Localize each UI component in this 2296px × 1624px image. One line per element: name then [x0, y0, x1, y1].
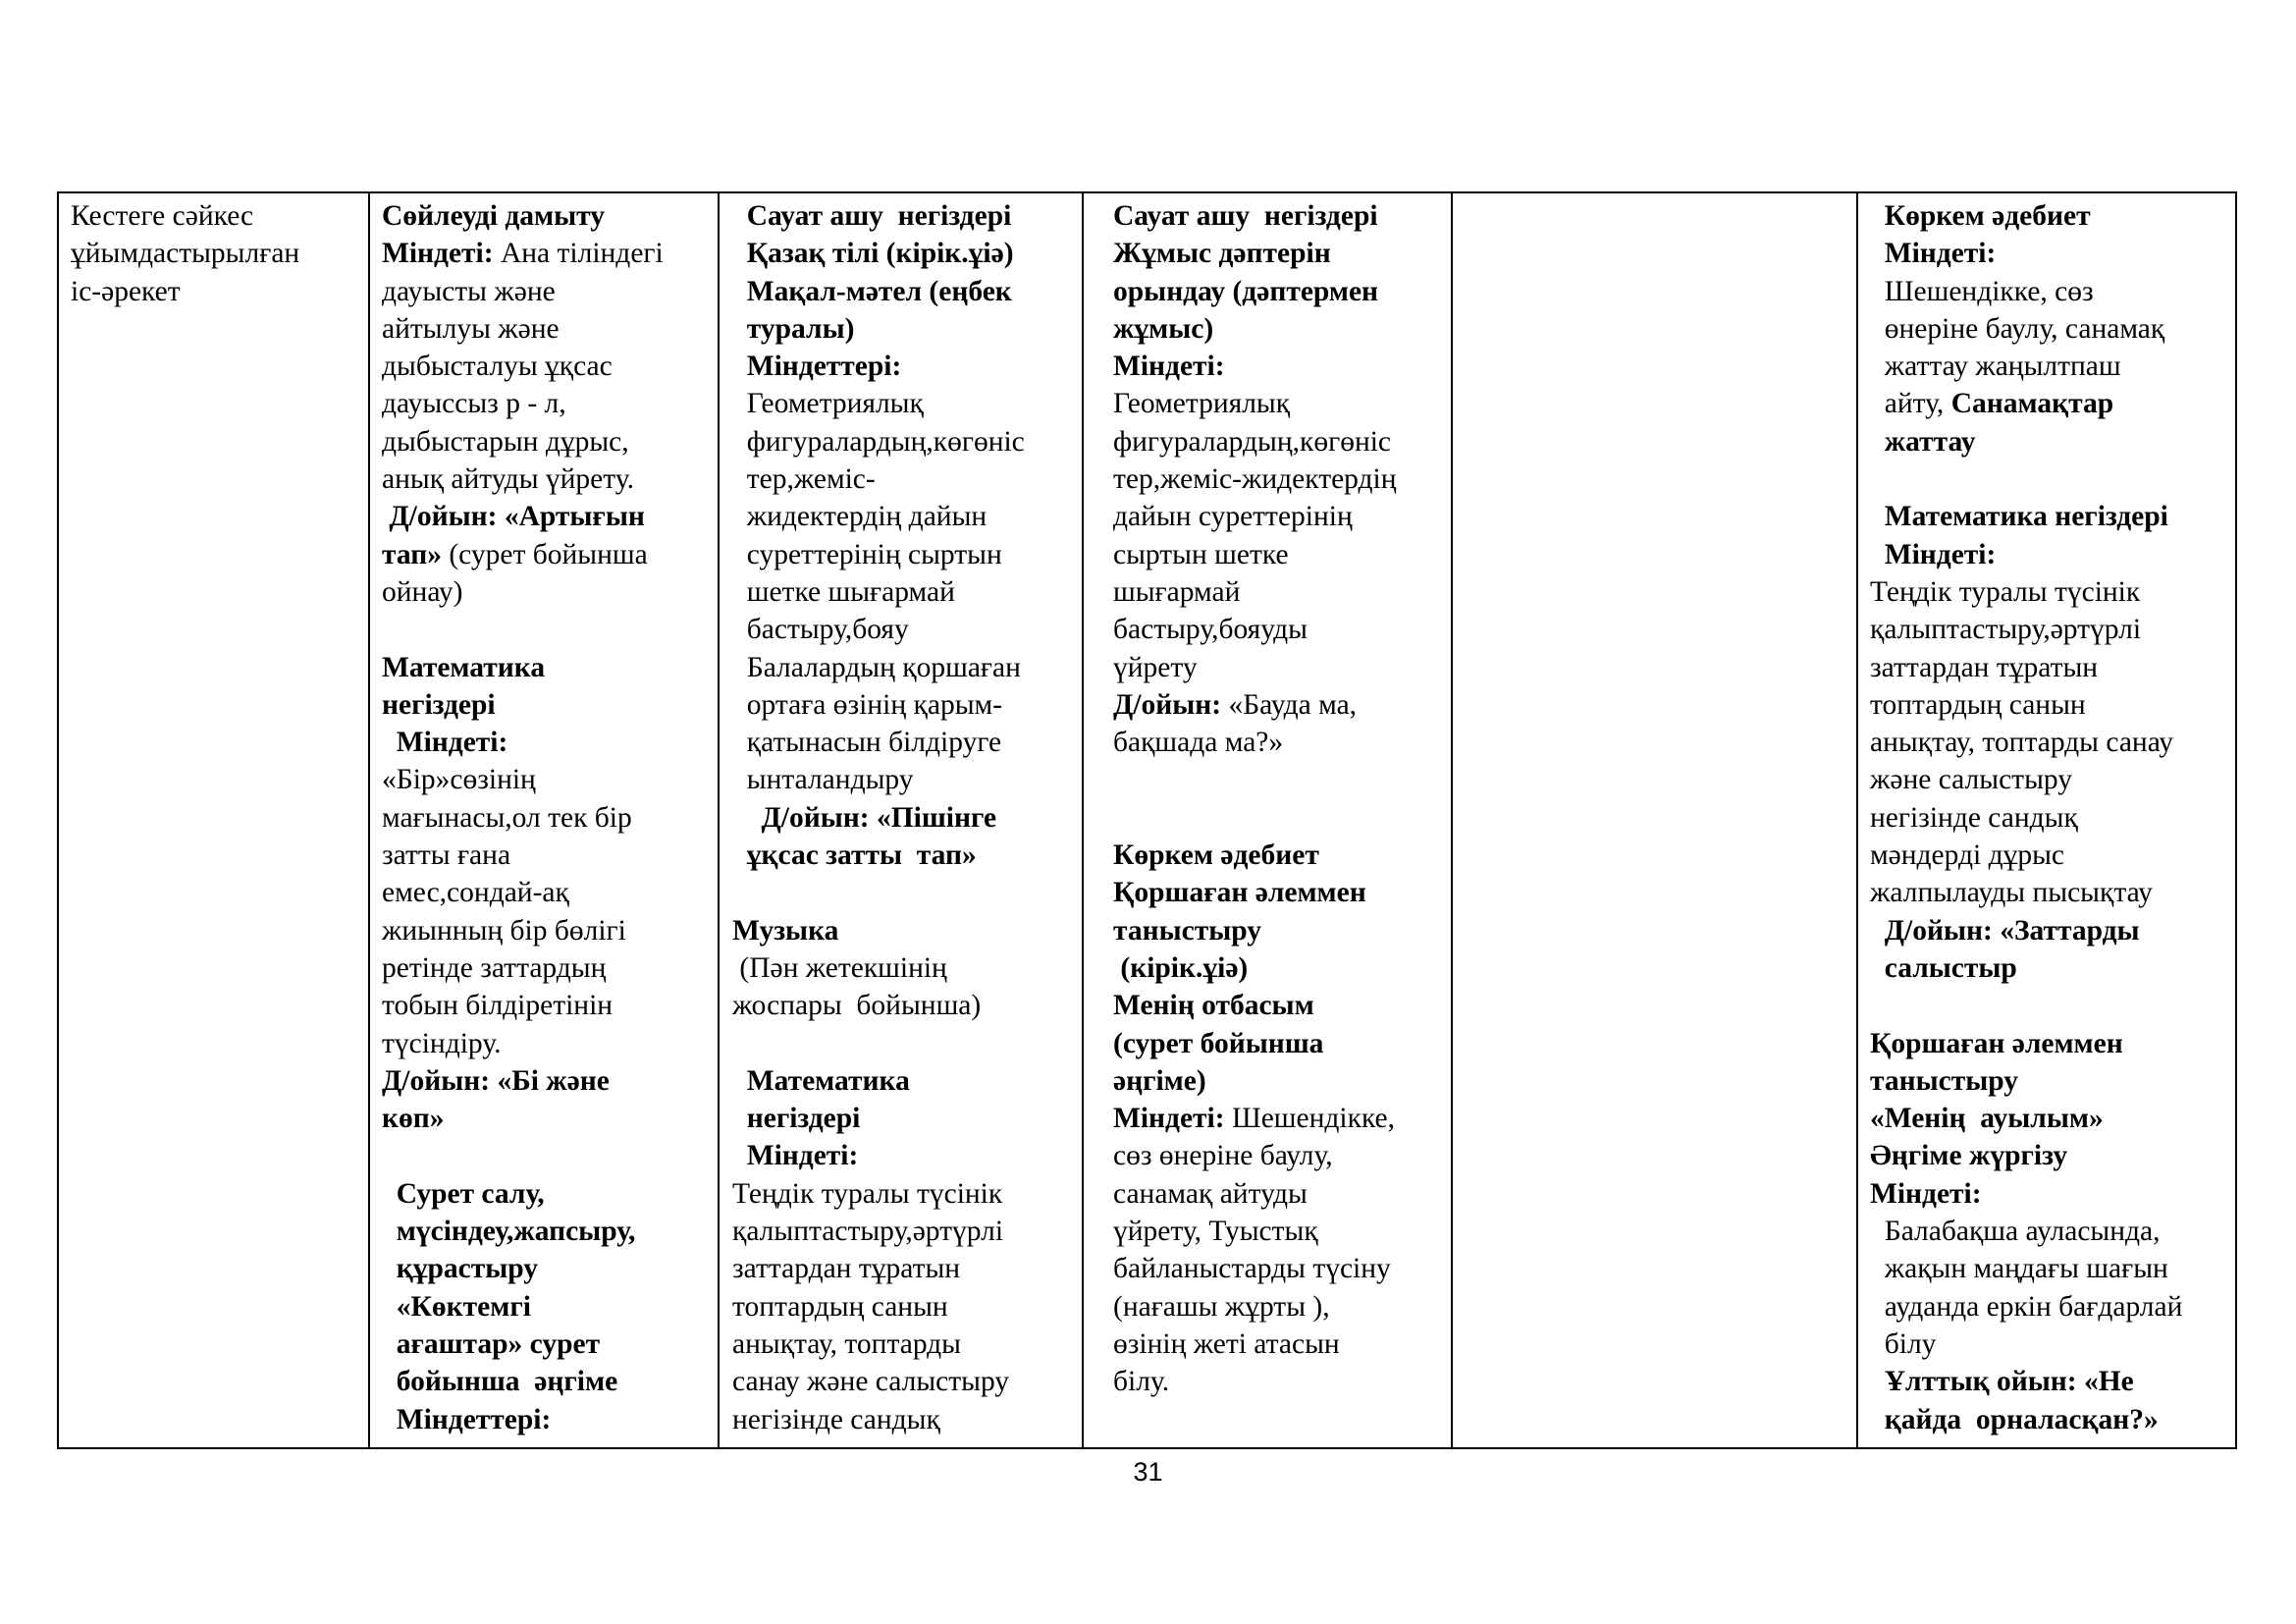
cell-line-text: дайын суреттерінің: [1113, 501, 1353, 533]
cell-line: [732, 837, 1025, 874]
cell-line-text: негізінде сандық: [732, 1403, 940, 1435]
cell-line-text: анық айтуды үйрету.: [382, 463, 634, 496]
cell-line: [732, 1062, 1025, 1100]
cell-line: [1870, 1288, 2182, 1326]
cell-spacer: [1113, 761, 1397, 798]
cell-line: [1113, 1025, 1397, 1062]
cell-line-bold: Міндеті:: [1870, 238, 1997, 270]
cell-line: [732, 273, 1025, 310]
cell-line-text: Геометриялық: [732, 388, 924, 420]
cell-line-text: шетке шығармай: [732, 575, 955, 608]
cell-line: [382, 724, 664, 761]
cell-line-text: айтылуы және: [382, 312, 560, 345]
cell-line-bold: Д/ойын: «Пішінге: [732, 801, 997, 834]
cell-line-text: жидектердің дайын: [732, 501, 988, 533]
cell-line-text: тер,жеміс-: [732, 463, 876, 496]
cell-line: [1870, 235, 2182, 272]
row-header-text: [71, 197, 299, 310]
cell-line: [1113, 649, 1397, 686]
cell-line-text: Теңдік туралы түсінік: [1870, 575, 2141, 608]
cell-line: [732, 724, 1025, 761]
cell-line-text: бастыру,бояуды: [1113, 614, 1308, 646]
cell-line: [1113, 310, 1397, 348]
cell-line-bold: жұмыс): [1113, 312, 1214, 345]
cell-line-bold: Сөйлеуді дамыту: [382, 200, 605, 232]
cell-line: [1113, 1062, 1397, 1100]
cell-line-bold: Көркем әдебиет: [1113, 839, 1319, 872]
cell-line-bold: туралы): [732, 312, 855, 345]
cell-line: [1113, 423, 1397, 460]
cell-line: [1113, 1363, 1397, 1400]
cell-line-text: тер,жеміс-жидектердің: [1113, 463, 1397, 496]
cell-line-bold: таныстыру: [1113, 914, 1262, 947]
cell-line: [732, 460, 1025, 498]
cell-line-text: Балалардың қоршаған: [732, 651, 1021, 683]
cell-line: [382, 536, 664, 573]
cell-line: [382, 949, 664, 987]
cell-line: [1870, 1100, 2182, 1137]
cell-line-text: үйрету, Туыстық: [1113, 1216, 1318, 1248]
cell-line: [1870, 1326, 2182, 1363]
cell-line-text: анықтау, топтарды санау: [1870, 727, 2174, 759]
cell-line: [1870, 536, 2182, 573]
row-header-cell: [59, 193, 370, 1447]
cell-spacer: [382, 611, 664, 648]
cell-line-text: білу.: [1113, 1366, 1170, 1398]
cell-line: [382, 987, 664, 1024]
cell-line-bold: Ұлттық ойын: «Не: [1870, 1366, 2134, 1398]
wednesday-cell: [1084, 193, 1453, 1447]
cell-line-bold: таныстыру: [1870, 1064, 2019, 1097]
cell-line-bold: Математика: [382, 651, 546, 683]
cell-line: [732, 912, 1025, 949]
cell-line-text: топтардың санын: [732, 1290, 948, 1323]
cell-line-bold: қайда орналасқан?»: [1870, 1403, 2159, 1435]
cell-line: [732, 1326, 1025, 1363]
cell-line: [1870, 310, 2182, 348]
cell-line: [1113, 573, 1397, 611]
cell-line: [1870, 197, 2182, 235]
cell-line-bold: Музыка: [732, 914, 839, 947]
cell-line-text: өнеріне баулу, санамақ: [1870, 312, 2165, 345]
cell-spacer: [732, 874, 1025, 911]
cell-line-text: Ана тіліндегі: [500, 238, 664, 270]
cell-line-bold: Қоршаған әлеммен: [1870, 1027, 2123, 1059]
cell-line: [382, 348, 664, 385]
cell-line-text: жақын маңдағы шағын: [1870, 1253, 2168, 1285]
cell-line-text: байланыстарды түсіну: [1113, 1253, 1391, 1285]
cell-line-bold: Санамақтар: [1950, 388, 2114, 420]
cell-line-bold: көп»: [382, 1103, 445, 1135]
cell-line-bold: (кірік.ұіә): [1113, 951, 1249, 984]
cell-line-text: ауданда еркін бағдарлай: [1870, 1290, 2183, 1323]
cell-line-bold: Міндеті:: [732, 1140, 859, 1172]
cell-line: [382, 1100, 664, 1137]
cell-line-bold: ағаштар» сурет: [382, 1327, 601, 1360]
page-number: 31: [1133, 1457, 1163, 1487]
cell-line: [1113, 197, 1397, 235]
cell-line: [1113, 273, 1397, 310]
cell-line: [1113, 1137, 1397, 1174]
cell-line-text: емес,сондай-ақ: [382, 877, 569, 909]
cell-line-text: қатынасын білдіруге: [732, 727, 1002, 759]
cell-line: [1870, 1062, 2182, 1100]
cell-line: [732, 611, 1025, 648]
cell-line-text: жоспары бойынша): [732, 990, 982, 1022]
cell-line: [732, 1213, 1025, 1250]
cell-line-text: жиынның бір бөлігі: [382, 914, 626, 947]
cell-line: [732, 1401, 1025, 1438]
cell-line: [1870, 761, 2182, 798]
cell-line: [382, 385, 664, 422]
cell-line: [382, 310, 664, 348]
cell-line-text: ынталандыру: [732, 764, 914, 796]
cell-line-text: топтардың санын: [1870, 688, 2086, 721]
cell-line: [732, 1100, 1025, 1137]
cell-line: [1113, 1326, 1397, 1363]
cell-line: [1870, 837, 2182, 874]
cell-line: [732, 385, 1025, 422]
cell-line-text: жаттау жаңылтпаш: [1870, 351, 2121, 383]
cell-line: [382, 1175, 664, 1213]
cell-line-bold: орындау (дәптермен: [1113, 275, 1379, 307]
cell-line: [1870, 949, 2182, 987]
cell-line-text: фигуралардың,көгөніс: [1113, 425, 1392, 458]
cell-line: [1113, 385, 1397, 422]
cell-line: [382, 197, 664, 235]
cell-line-bold: Д/ойын: «Бі және: [382, 1064, 610, 1097]
cell-line: [382, 1363, 664, 1400]
cell-line: [1870, 1401, 2182, 1438]
cell-line: [1870, 874, 2182, 911]
cell-line-text: (сурет бойынша: [441, 538, 648, 570]
cell-line: [1113, 460, 1397, 498]
cell-line-text: ойнау): [382, 575, 463, 608]
tuesday-cell: [720, 193, 1084, 1447]
cell-line-text: санамақ айтуды: [1113, 1177, 1308, 1210]
cell-line-bold: салыстыр: [1870, 951, 2017, 984]
cell-line-bold: Міндеттері:: [732, 351, 902, 383]
cell-line: [1113, 235, 1397, 272]
cell-line: [382, 761, 664, 798]
cell-line-text: заттардан тұратын: [1870, 651, 2099, 683]
cell-line-bold: Мақал-мәтел (еңбек: [732, 275, 1012, 307]
cell-line: [732, 949, 1025, 987]
cell-line: [732, 1250, 1025, 1287]
cell-line-text: үйрету: [1113, 651, 1198, 683]
cell-line-bold: (сурет бойынша: [1113, 1027, 1324, 1059]
cell-line-text: дауысты және: [382, 275, 556, 307]
cell-line-text: «Бауда ма,: [1228, 688, 1358, 721]
cell-line: [1113, 1213, 1397, 1250]
cell-line: [1870, 498, 2182, 535]
cell-line: [382, 498, 664, 535]
cell-line-text: «Бір»сөзінің: [382, 764, 536, 796]
cell-line: [382, 1062, 664, 1100]
cell-line-text: негізінде сандық: [1870, 801, 2078, 834]
cell-line: [1113, 1288, 1397, 1326]
cell-line: [732, 686, 1025, 724]
cell-line: [382, 874, 664, 911]
cell-line: [382, 799, 664, 837]
cell-line-text: заттардан тұратын: [732, 1253, 961, 1285]
monday-text: [382, 197, 664, 1438]
cell-line-text: қалыптастыру,әртүрлі: [732, 1216, 1004, 1248]
cell-line: [732, 348, 1025, 385]
cell-line: [1113, 348, 1397, 385]
cell-line: [732, 423, 1025, 460]
friday-text: [1870, 197, 2182, 1438]
cell-line-bold: Жұмыс дәптерін: [1113, 238, 1331, 270]
cell-spacer: [382, 1137, 664, 1174]
cell-line: [1113, 1175, 1397, 1213]
cell-line-text: қалыптастыру,әртүрлі: [1870, 614, 2142, 646]
cell-line: [732, 536, 1025, 573]
cell-line: [1870, 273, 2182, 310]
cell-line-bold: Міндеті:: [1870, 1177, 1982, 1210]
cell-line-text: түсіндіру.: [382, 1027, 502, 1059]
cell-line-bold: Әңгіме жүргізу: [1870, 1140, 2068, 1172]
cell-line-text: өзінің жеті атасын: [1113, 1327, 1340, 1360]
cell-line-bold: жаттау: [1870, 425, 1976, 458]
cell-line-bold: Міндеті:: [1113, 351, 1225, 383]
cell-line-bold: Сауат ашу негіздері: [1113, 200, 1378, 232]
cell-line: Кестеге сәйкес: [71, 200, 254, 232]
cell-line: [1870, 1175, 2182, 1213]
cell-line: [732, 498, 1025, 535]
cell-line-bold: Қоршаған әлеммен: [1113, 877, 1366, 909]
wednesday-text: [1113, 197, 1397, 1401]
cell-line-bold: Міндеттері:: [382, 1403, 552, 1435]
cell-line-text: фигуралардың,көгөніс: [732, 425, 1025, 458]
cell-line-bold: Міндеті:: [1870, 538, 1997, 570]
cell-line: [732, 799, 1025, 837]
cell-line: [732, 649, 1025, 686]
cell-line: [382, 837, 664, 874]
cell-line: [1113, 837, 1397, 874]
cell-line-bold: Д/ойын: «Заттарды: [1870, 914, 2140, 947]
cell-line-text: санау және салыстыру: [732, 1366, 1010, 1398]
cell-line-text: суреттерінің сыртын: [732, 538, 1002, 570]
cell-line-text: дыбыстарын дұрыс,: [382, 425, 629, 458]
cell-line-bold: Менің отбасым: [1113, 990, 1314, 1022]
cell-line: [1113, 1250, 1397, 1287]
cell-line: [382, 573, 664, 611]
cell-line-bold: тап»: [382, 538, 442, 570]
cell-line-bold: Көркем әдебиет: [1870, 200, 2091, 232]
cell-line: [732, 1175, 1025, 1213]
cell-line-text: мәндерді дұрыс: [1870, 839, 2065, 872]
cell-line: [382, 273, 664, 310]
cell-line-text: сөз өнеріне баулу,: [1113, 1140, 1333, 1172]
monday-cell: [370, 193, 720, 1447]
cell-line-text: (Пән жетекшінің: [732, 951, 947, 984]
cell-line: [382, 235, 664, 272]
cell-line: [1113, 611, 1397, 648]
cell-line-text: (нағашы жұрты ),: [1113, 1290, 1330, 1323]
cell-line: [1113, 498, 1397, 535]
cell-line-text: Шешендікке,: [1231, 1103, 1396, 1135]
cell-line: [732, 1137, 1025, 1174]
cell-line-bold: әңгіме): [1113, 1064, 1206, 1097]
cell-line: [732, 197, 1025, 235]
cell-line: [732, 987, 1025, 1024]
cell-line-bold: негіздері: [732, 1103, 861, 1135]
cell-line: іс-әрекет: [71, 275, 181, 307]
cell-line: [1870, 1250, 2182, 1287]
cell-line: [382, 649, 664, 686]
cell-line: [732, 573, 1025, 611]
cell-line-text: тобын білдіретінін: [382, 990, 614, 1022]
cell-line: [1870, 799, 2182, 837]
cell-line: [732, 1363, 1025, 1400]
schedule-table: [57, 191, 2237, 1449]
cell-line-bold: ұқсас затты тап»: [732, 839, 977, 872]
cell-line-bold: мүсіндеу,жапсыру,: [382, 1216, 636, 1248]
cell-line: [1113, 724, 1397, 761]
cell-line-text: білу: [1870, 1327, 1937, 1360]
cell-line: [1113, 686, 1397, 724]
cell-line-bold: «Көктемгі: [382, 1290, 531, 1323]
tuesday-text: [732, 197, 1025, 1438]
cell-line-text: сыртын шетке: [1113, 538, 1289, 570]
cell-line-text: ретінде заттардың: [382, 951, 607, 984]
cell-line: [1113, 536, 1397, 573]
cell-line-text: Геометриялық: [1113, 388, 1291, 420]
cell-line-text: айту,: [1870, 388, 1951, 420]
cell-line-bold: Міндеті:: [382, 727, 508, 759]
cell-line-text: және салыстыру: [1870, 764, 2072, 796]
cell-spacer: [1870, 987, 2182, 1024]
cell-line: [382, 1288, 664, 1326]
cell-line: [1870, 1213, 2182, 1250]
cell-line-text: Балабақша ауласында,: [1870, 1216, 2161, 1248]
cell-line: [1870, 1025, 2182, 1062]
cell-line: [1113, 1100, 1397, 1137]
cell-line-text: ортаға өзінің қарым-: [732, 688, 1003, 721]
cell-line: [1870, 912, 2182, 949]
cell-line: [1113, 874, 1397, 911]
cell-line-text: Теңдік туралы түсінік: [732, 1177, 1003, 1210]
cell-spacer: [1870, 460, 2182, 498]
cell-line: [382, 1213, 664, 1250]
cell-line-bold: Міндеті:: [382, 238, 501, 270]
cell-line-bold: негіздері: [382, 688, 496, 721]
cell-line: [1113, 949, 1397, 987]
cell-line: [1870, 385, 2182, 422]
cell-line: [732, 235, 1025, 272]
cell-line: [1870, 1363, 2182, 1400]
cell-line: [1870, 649, 2182, 686]
cell-line-text: бақшада ма?»: [1113, 727, 1284, 759]
cell-line: ұйымдастырылған: [71, 238, 300, 270]
cell-line: [732, 310, 1025, 348]
cell-line: [1113, 912, 1397, 949]
cell-line: [1870, 348, 2182, 385]
cell-line-bold: Математика: [732, 1064, 910, 1097]
cell-spacer: [732, 1025, 1025, 1062]
cell-line-bold: Сауат ашу негіздері: [732, 200, 1012, 232]
cell-line-bold: «Менің ауылым»: [1870, 1103, 2104, 1135]
cell-line: [1870, 1137, 2182, 1174]
cell-line: [382, 912, 664, 949]
cell-line-bold: Қазақ тілі (кірік.ұіә): [732, 238, 1014, 270]
cell-line: [1113, 987, 1397, 1024]
friday-cell: [1858, 193, 2239, 1447]
cell-line: [382, 423, 664, 460]
thursday-cell: [1453, 193, 1858, 1447]
cell-line: [382, 460, 664, 498]
cell-line-text: мағынасы,ол тек бір: [382, 801, 632, 834]
cell-line-bold: құрастыру: [382, 1253, 539, 1285]
cell-line: [382, 1326, 664, 1363]
cell-line: [1870, 611, 2182, 648]
cell-line: [382, 1025, 664, 1062]
cell-line-text: Шешендікке, сөз: [1870, 275, 2094, 307]
cell-line-bold: Д/ойын:: [1113, 688, 1229, 721]
cell-line: [382, 1401, 664, 1438]
cell-line-text: дауыссыз р - л,: [382, 388, 566, 420]
cell-line-bold: Сурет салу,: [382, 1177, 545, 1210]
cell-line-text: дыбысталуы ұқсас: [382, 351, 613, 383]
cell-line-text: бастыру,бояу: [732, 614, 909, 646]
cell-line-bold: Математика негіздері: [1870, 501, 2168, 533]
cell-line: [732, 1288, 1025, 1326]
cell-line-bold: бойынша әңгіме: [382, 1366, 618, 1398]
cell-line: [382, 1250, 664, 1287]
cell-line-text: анықтау, топтарды: [732, 1327, 962, 1360]
cell-line: [1870, 573, 2182, 611]
cell-line-bold: Міндеті:: [1113, 1103, 1232, 1135]
cell-line-text: затты ғана: [382, 839, 511, 872]
cell-line: [1870, 724, 2182, 761]
cell-spacer: [1113, 799, 1397, 837]
cell-line-text: жалпылауды пысықтау: [1870, 877, 2153, 909]
cell-line: [1870, 423, 2182, 460]
cell-line: [732, 761, 1025, 798]
cell-line-bold: Д/ойын: «Артығын: [382, 501, 645, 533]
cell-line: [382, 686, 664, 724]
cell-line: [1870, 686, 2182, 724]
cell-line-text: шығармай: [1113, 575, 1241, 608]
